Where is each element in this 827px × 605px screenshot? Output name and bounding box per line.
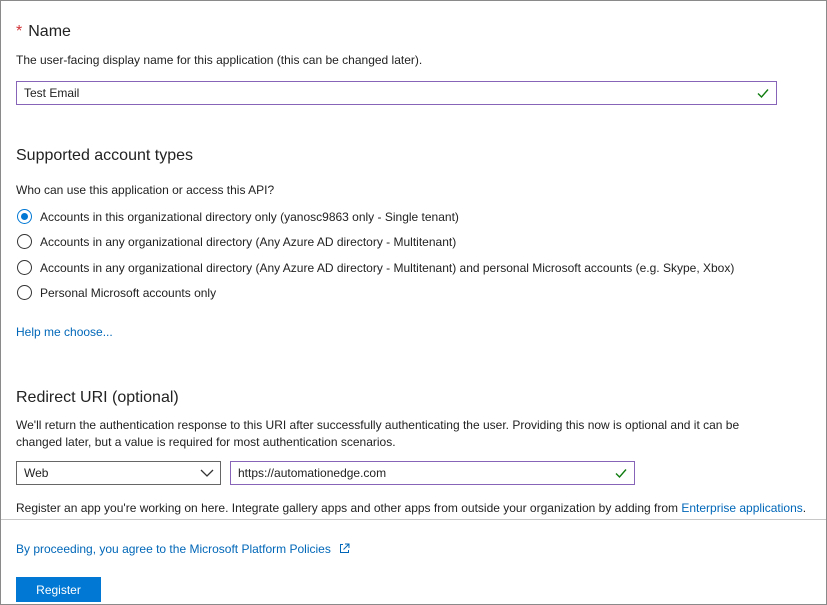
account-option-multitenant[interactable] bbox=[17, 234, 456, 249]
register-note bbox=[16, 500, 806, 517]
account-option-label: Accounts in this organizational directory only (yanosc9863 only - Single tenant) bbox=[40, 209, 459, 224]
account-option-label: Accounts in any organizational directory (Any Azure AD directory - Multitenant) and personal Microsoft accounts (e.g. Skype, Xbox) bbox=[40, 260, 735, 275]
checkmark-icon bbox=[756, 86, 770, 100]
footer-divider bbox=[1, 519, 826, 520]
enterprise-applications-link[interactable]: Enterprise applications bbox=[681, 501, 803, 515]
name-input-value: Test Email bbox=[24, 86, 80, 100]
account-option-multitenant-personal[interactable] bbox=[17, 260, 734, 275]
name-input[interactable] bbox=[16, 81, 777, 105]
radio-button[interactable] bbox=[17, 285, 32, 300]
redirect-uri-title: Redirect URI (optional) bbox=[16, 389, 179, 406]
name-description: The user-facing display name for this application (this can be changed later). bbox=[16, 53, 423, 67]
account-types-title: Supported account types bbox=[16, 147, 194, 164]
register-note-text: Register an app you're working on here. Integrate gallery apps and other apps from outside your organization by adding from bbox=[16, 501, 682, 515]
checkmark-icon bbox=[614, 466, 628, 480]
account-option-single-tenant[interactable] bbox=[17, 209, 459, 224]
name-title: Name bbox=[28, 23, 71, 40]
register-button[interactable]: Register bbox=[16, 577, 101, 602]
redirect-uri-description: We'll return the authentication response to this URI after successfully authenticating the user. Providing this now is optional and it can be changed later, but a value is required for most authentication scenarios. bbox=[16, 418, 740, 449]
platform-select-value: Web bbox=[24, 466, 49, 480]
account-types-question: Who can use this application or access this API? bbox=[16, 183, 275, 197]
account-option-label: Personal Microsoft accounts only bbox=[40, 285, 217, 300]
external-link-icon bbox=[339, 543, 350, 554]
redirect-uri-input[interactable] bbox=[230, 461, 635, 485]
radio-button[interactable] bbox=[17, 260, 32, 275]
redirect-uri-value: https://automationedge.com bbox=[238, 466, 387, 480]
required-indicator: * bbox=[16, 23, 23, 40]
platform-select[interactable] bbox=[16, 461, 221, 485]
radio-button[interactable] bbox=[17, 234, 32, 249]
chevron-down-icon bbox=[200, 467, 214, 479]
help-me-choose-link[interactable]: Help me choose... bbox=[16, 325, 113, 339]
account-option-personal[interactable] bbox=[17, 285, 216, 300]
policies-row[interactable] bbox=[16, 540, 350, 558]
radio-button-selected[interactable] bbox=[17, 209, 32, 224]
name-heading bbox=[16, 23, 71, 41]
register-note-suffix: . bbox=[802, 501, 807, 515]
platform-policies-link[interactable]: By proceeding, you agree to the Microsoft Platform Policies bbox=[16, 542, 331, 556]
account-option-label: Accounts in any organizational directory (Any Azure AD directory - Multitenant) bbox=[40, 234, 457, 249]
